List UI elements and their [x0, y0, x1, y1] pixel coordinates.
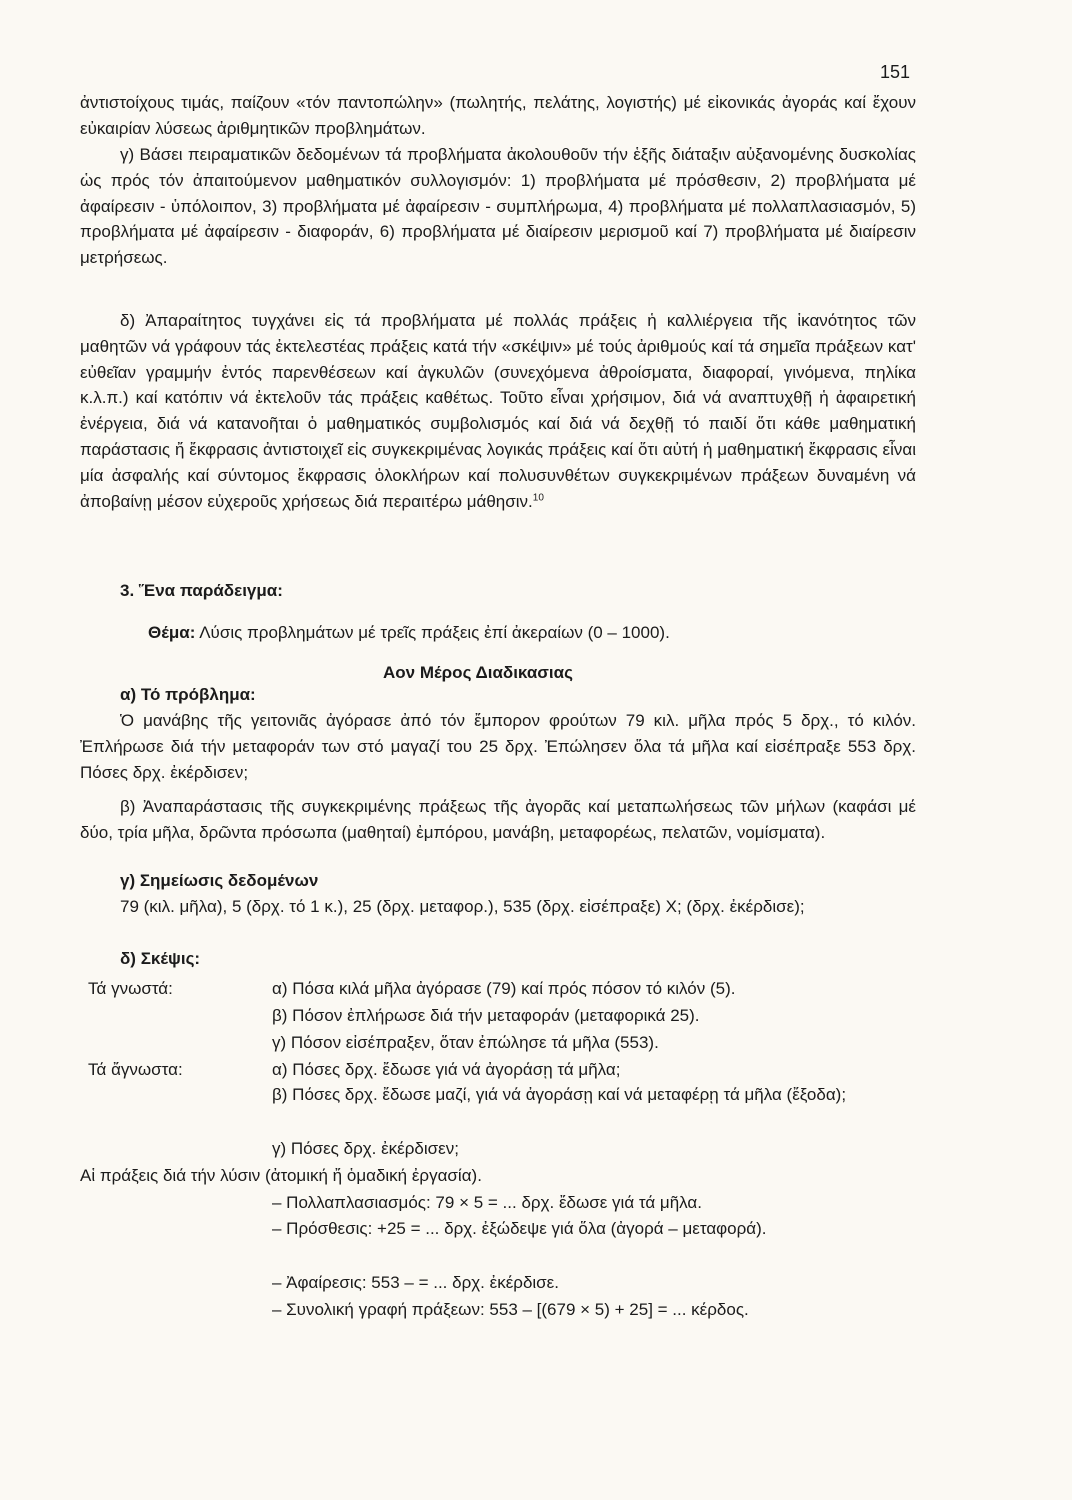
- theme-line: [148, 620, 670, 645]
- operation-item: – Συνολική γραφή πράξεων: 553 – [(679 × 5) + 25] = ... κέρδος.: [272, 1300, 749, 1319]
- data-note: 79 (κιλ. μῆλα), 5 (δρχ. τό 1 κ.), 25 (δρχ. μεταφορ.), 535 (δρχ. εἰσέπραξε) Χ; (δρχ. ἐκέρδισε);: [120, 897, 805, 916]
- known-item: α) Πόσα κιλά μῆλα ἀγόρασε (79) καί πρός πόσον τό κιλόν (5).: [272, 979, 736, 998]
- known-label: Τά γνωστά:: [88, 979, 173, 998]
- intro-paragraph: ἀντιστοίχους τιμάς, παίζουν «τόν παντοπώλην» (πωλητής, πελάτης, λογιστής) μέ εἰκονικάς ἀγοράς καί ἔχουν εὐκαιρίαν λύσεως ἀριθμητικῶν προβλημάτων.: [80, 93, 916, 138]
- page-number: 151: [880, 62, 911, 82]
- known-item: β) Πόσον ἐπλήρωσε διά τήν μεταφοράν (μεταφορικά 25).: [272, 1006, 700, 1025]
- unknown-item: β) Πόσες δρχ. ἔδωσε μαζί, γιά νά ἀγοράσῃ καί νά μεταφέρῃ τά μῆλα (ἔξοδα);: [272, 1085, 847, 1104]
- operations-intro: Αἱ πράξεις διά τήν λύσιν (ἀτομική ἤ ὁμαδική ἐργασία).: [80, 1166, 482, 1185]
- operation-item: – Πολλαπλασιασμός: 79 × 5 = ... δρχ. ἔδωσε γιά τά μῆλα.: [272, 1193, 702, 1212]
- problem-text: Ὁ μανάβης τῆς γειτονιᾶς ἀγόρασε ἀπό τόν ἔμπορον φρούτων 79 κιλ. μῆλα πρός 5 δρχ., τό κιλόν. Ἐπλήρωσε διά τήν μεταφοράν των στό μαγαζί του 25 δρχ. Ἐπώλησεν ὅλα τά μῆλα καί εἰσέπραξε 553 δρχ. Πόσες δρχ. ἐκέρδισεν;: [80, 711, 916, 782]
- operation-item: – Πρόσθεσις: +25 = ... δρχ. ἐξώδεψε γιά ὅλα (ἀγορά – μεταφορά).: [272, 1219, 767, 1238]
- paragraph-d-text: δ) Ἀπαραίτητος τυγχάνει εἰς τά προβλήματα μέ πολλάς πράξεις ἡ καλλιέργεια τῆς ἱκανότητος τῶν μαθητῶν νά γράφουν τάς ἐκτελεστέας πράξεις κατά τήν «σκέψιν» μέ τούς ἀριθμούς καί τά σημεῖα πράξεων κατ' εὐθεῖαν γραμμήν ἐντός παρενθέσεων καί ἀγκυλῶν (συνεχόμενα ἀθροίσματα, διαφοραί, γινόμενα, πηλίκα κ.λ.π.) καί κατόπιν νά ἐκτελοῦν τάς πράξεις καθέτως. Τοῦτο εἶναι χρήσιμον, διά νά αναπτυχθῇ ἡ ἀφαιρετική ἐνέργεια, διά νά κατανοῆται ὁ μαθηματικός συμβολισμός καί διά νά δεχθῇ τό παιδί ὅτι κάθε μαθηματική παράστασις ἤ ἔκφρασις ἀντιστοιχεῖ εἰς συγκεκριμένας λογικάς πράξεις καί ὅτι αὐτή ἡ μαθηματική ἔκφρασις εἶναι μία ἀσφαλής καί σύντομος ἔκφρασις ὁλοκλήρων καί πολυσυνθέτων συγκεκριμένων πράξεων δυναμένη νά ἀποβαίνῃ μέσον εὐχεροῦς χρήσεως διά περαιτέρω μάθησιν.: [80, 311, 916, 511]
- unknown-label: Τά ἄγνωστα:: [88, 1060, 183, 1079]
- section-heading: 3. Ἕνα παράδειγμα:: [120, 581, 283, 600]
- unknown-item: α) Πόσες δρχ. ἔδωσε γιά νά ἀγοράσῃ τά μῆλα;: [272, 1060, 621, 1079]
- part-heading: Αον Μέρος Διαδικασιας: [383, 663, 573, 682]
- problem-label: α) Τό πρόβλημα:: [120, 685, 256, 704]
- data-note-label: γ) Σημείωσις δεδομένων: [120, 871, 319, 890]
- unknown-item: γ) Πόσες δρχ. ἐκέρδισεν;: [272, 1139, 459, 1158]
- thinking-label: δ) Σκέψις:: [120, 949, 201, 968]
- operation-item: – Ἀφαίρεσις: 553 – = ... δρχ. ἐκέρδισε.: [272, 1273, 559, 1292]
- theme-label: Θέμα:: [148, 623, 196, 642]
- paragraph-b: β) Ἀναπαράστασις τῆς συγκεκριμένης πράξεως τῆς ἀγορᾶς καί μεταπωλήσεως τῶν μήλων (καφάσι μέ δύο, τρία μῆλα, δρῶντα πρόσωπα (μαθηταί) ἐμπόρου, μανάβη, μεταφορέως, πελατῶν, νομίσματα).: [80, 797, 916, 842]
- paragraph-c: γ) Βάσει πειραματικῶν δεδομένων τά προβλήματα ἀκολουθοῦν τήν ἑξῆς διάταξιν αὐξανομένης δυσκολίας ὡς πρός τόν ἀπαιτούμενον μαθηματικόν συλλογισμόν: 1) προβλήματα μέ πρόσθεσιν, 2) προβλήματα μέ ἀφαίρεσιν - ὑπόλοιπον, 3) προβλήματα μέ ἀφαίρεσιν - συμπλήρωμα, 4) προβλήματα μέ πολλαπλασιασμόν, 5) προβλήματα μέ ἀφαίρεσιν - διαφοράν, 6) προβλήματα μέ διαίρεσιν μερισμοῦ καί 7) προβλήματα μέ διαίρεσιν μετρήσεως.: [80, 145, 916, 268]
- known-item: γ) Πόσον εἰσέπραξεν, ὅταν ἐπώλησε τά μῆλα (553).: [272, 1033, 659, 1052]
- footnote-ref: 10: [532, 491, 544, 503]
- paragraph-d: [80, 308, 916, 514]
- theme-text: Λύσις προβλημάτων μέ τρεῖς πράξεις ἐπί ἀκεραίων (0 – 1000).: [199, 623, 670, 642]
